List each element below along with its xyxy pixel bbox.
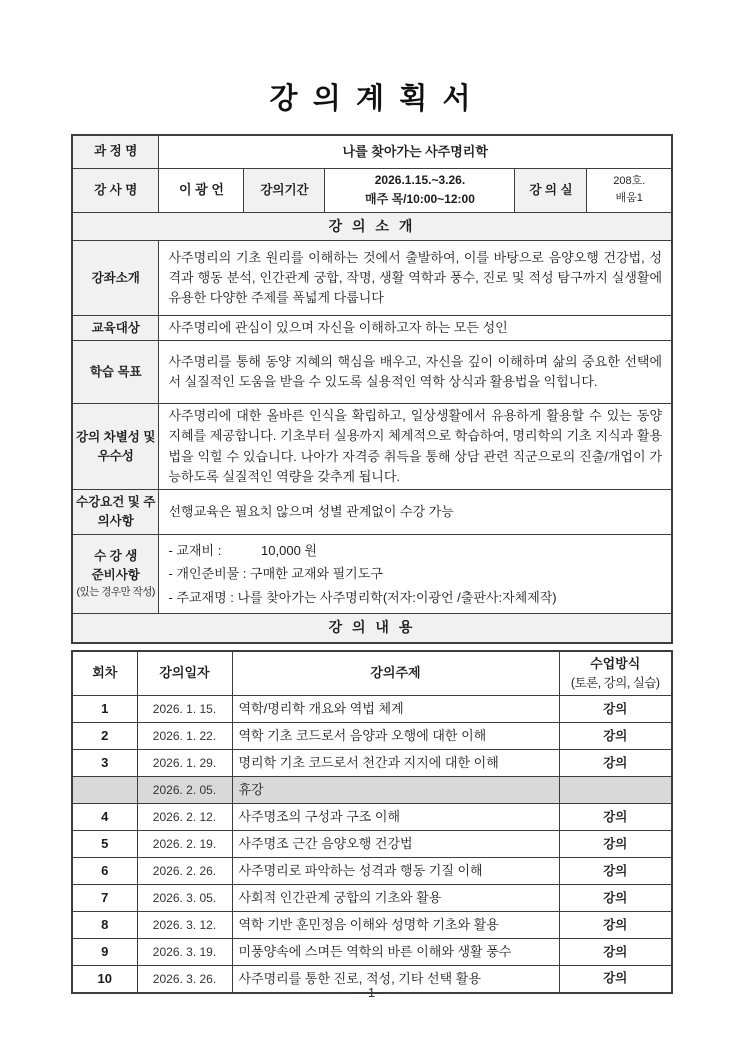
differentiation-content: 사주명리에 대한 올바른 인식을 확립하고, 일상생활에서 유용하게 활용할 수 있는 동양 지혜를 제공합니다. 기초부터 실용까지 체계적으로 학습하여, 명리학의 기초 지식과 활용법을 익힐 수 있습니다. 나아가 자격증 취득을 통해 상담 관련 직군으로의 진출/개업이 가능하도록 실질적인 역량을 갖추게 됩니다. (159, 404, 672, 490)
session-date: 2026. 1. 22. (137, 723, 232, 750)
session-method: 강의 (559, 804, 672, 831)
session-method: 강의 (559, 750, 672, 777)
session-date: 2026. 2. 05. (137, 777, 232, 804)
session-no: 1 (72, 696, 137, 723)
holiday-row (72, 777, 672, 804)
session-date: 2026. 3. 26. (137, 966, 232, 993)
learning-goal-label: 학습 목표 (72, 341, 159, 404)
session-date: 2026. 3. 12. (137, 912, 232, 939)
intro-section-title: 강 의 소 개 (72, 212, 672, 241)
session-no: 6 (72, 858, 137, 885)
session-method: 강의 (559, 723, 672, 750)
session-no: 3 (72, 750, 137, 777)
preparation-row (72, 534, 672, 613)
course-name-label: 과 정 명 (72, 135, 159, 168)
learning-goal-content: 사주명리를 통해 동양 지혜의 핵심을 배우고, 자신을 깊이 이해하며 삶의 중요한 선택에서 실질적인 도움을 받을 수 있도록 실용적인 역학 상식과 활용법을 익힙니다. (159, 341, 672, 404)
column-header-no: 회차 (72, 651, 137, 696)
preparation-content (159, 534, 672, 613)
period-dates: 2026.1.15.~3.26. (374, 172, 466, 187)
differentiation-label: 강의 차별성 및 우수성 (72, 404, 159, 490)
course-name-value: 나를 찾아가는 사주명리학 (159, 135, 672, 168)
session-date: 2026. 3. 05. (137, 885, 232, 912)
session-no: 4 (72, 804, 137, 831)
period-label: 강의기간 (244, 168, 325, 212)
period-value (325, 168, 515, 212)
prep-item-personal: - 개인준비물 : 구매한 교재와 필기도구 (168, 566, 383, 582)
course-overview-row (72, 241, 672, 316)
course-overview-label: 강좌소개 (72, 241, 159, 316)
target-audience-content: 사주명리에 관심이 있으며 자신을 이해하고자 하는 모든 성인 (159, 316, 672, 341)
session-topic: 사주명리로 파악하는 성격과 행동 기질 이해 (232, 858, 559, 885)
session-no (72, 777, 137, 804)
schedule-header-row (72, 651, 672, 696)
session-date: 2026. 1. 15. (137, 696, 232, 723)
session-topic: 사주명리를 통한 진로, 적성, 기타 선택 활용 (232, 966, 559, 993)
room-name: 배움1 (615, 192, 643, 204)
preparation-label (72, 534, 159, 613)
session-method: 강의 (559, 831, 672, 858)
lecture-schedule-table (71, 650, 673, 994)
differentiation-row (72, 404, 672, 490)
session-method: 강의 (559, 939, 672, 966)
session-topic: 역학 기반 훈민정음 이해와 성명학 기초와 활용 (232, 912, 559, 939)
column-header-topic: 강의주제 (232, 651, 559, 696)
column-header-method-note: (토론, 강의, 실습) (570, 675, 660, 690)
session-topic: 사회적 인간관계 궁합의 기초와 활용 (232, 885, 559, 912)
intro-section-header-row (72, 212, 672, 241)
table-row (72, 939, 672, 966)
session-method: 강의 (559, 885, 672, 912)
session-method: 강의 (559, 966, 672, 993)
session-topic: 휴강 (232, 777, 559, 804)
instructor-label: 강 사 명 (72, 168, 159, 212)
content-section-header-row (72, 614, 672, 643)
session-date: 2026. 2. 19. (137, 831, 232, 858)
syllabus-summary-table (71, 134, 673, 644)
requirements-content: 선행교육은 필요치 않으며 성별 관계없이 수강 가능 (159, 489, 672, 534)
requirements-row (72, 489, 672, 534)
instructor-row (72, 168, 672, 212)
session-no: 5 (72, 831, 137, 858)
session-topic: 명리학 기초 코드로서 천간과 지지에 대한 이해 (232, 750, 559, 777)
session-method: 강의 (559, 858, 672, 885)
room-label: 강 의 실 (515, 168, 587, 212)
course-overview-content: 사주명리의 기초 원리를 이해하는 것에서 출발하여, 이를 바탕으로 음양오행 건강법, 성격과 행동 분석, 인간관계 궁합, 작명, 생활 역학과 풍수, 진로 및 적성 탐구까지 실생활에 유용한 다양한 주제를 폭넓게 다룹니다 (159, 241, 672, 316)
table-row (72, 885, 672, 912)
session-topic: 사주명조 근간 음양오행 건강법 (232, 831, 559, 858)
table-row (72, 831, 672, 858)
prep-item-textbook: - 주교재명 : 나를 찾아가는 사주명리학(저자:이광언 /출판사:자체제작) (168, 589, 557, 605)
session-date: 2026. 1. 29. (137, 750, 232, 777)
preparation-label-line2: 준비사항 (91, 568, 140, 583)
session-topic: 미풍양속에 스며든 역학의 바른 이해와 생활 풍수 (232, 939, 559, 966)
prep-item-fee: - 교재비 : 10,000 원 (168, 542, 317, 558)
page-number: - 1 - (357, 985, 387, 1000)
column-header-method-title: 수업방식 (590, 655, 641, 671)
session-no: 7 (72, 885, 137, 912)
session-method: 강의 (559, 696, 672, 723)
table-row (72, 858, 672, 885)
session-topic: 역학/명리학 개요와 역법 체계 (232, 696, 559, 723)
target-audience-row (72, 316, 672, 341)
room-number: 208호. (613, 174, 646, 187)
column-header-method (559, 651, 672, 696)
session-date: 2026. 2. 12. (137, 804, 232, 831)
column-header-date: 강의일자 (137, 651, 232, 696)
requirements-label: 수강요건 및 주의사항 (72, 489, 159, 534)
learning-goal-row (72, 341, 672, 404)
session-no: 9 (72, 939, 137, 966)
preparation-label-note: (있는 경우만 작성) (76, 585, 155, 598)
room-value (587, 168, 672, 212)
session-method (559, 777, 672, 804)
session-no: 10 (72, 966, 137, 993)
table-row (72, 912, 672, 939)
table-row (72, 804, 672, 831)
course-name-row (72, 135, 672, 168)
session-no: 8 (72, 912, 137, 939)
session-topic: 역학 기초 코드로서 음양과 오행에 대한 이해 (232, 723, 559, 750)
page-title: 강 의 계 획 서 (269, 83, 475, 115)
target-audience-label: 교육대상 (72, 316, 159, 341)
session-date: 2026. 3. 19. (137, 939, 232, 966)
instructor-name: 이 광 언 (159, 168, 244, 212)
session-topic: 사주명조의 구성과 구조 이해 (232, 804, 559, 831)
table-row (72, 750, 672, 777)
table-row (72, 696, 672, 723)
period-schedule: 매주 목/10:00~12:00 (365, 192, 475, 206)
session-method: 강의 (559, 912, 672, 939)
session-date: 2026. 2. 26. (137, 858, 232, 885)
session-no: 2 (72, 723, 137, 750)
table-row (72, 723, 672, 750)
preparation-label-line1: 수 강 생 (94, 549, 138, 564)
content-section-title: 강 의 내 용 (72, 614, 672, 643)
